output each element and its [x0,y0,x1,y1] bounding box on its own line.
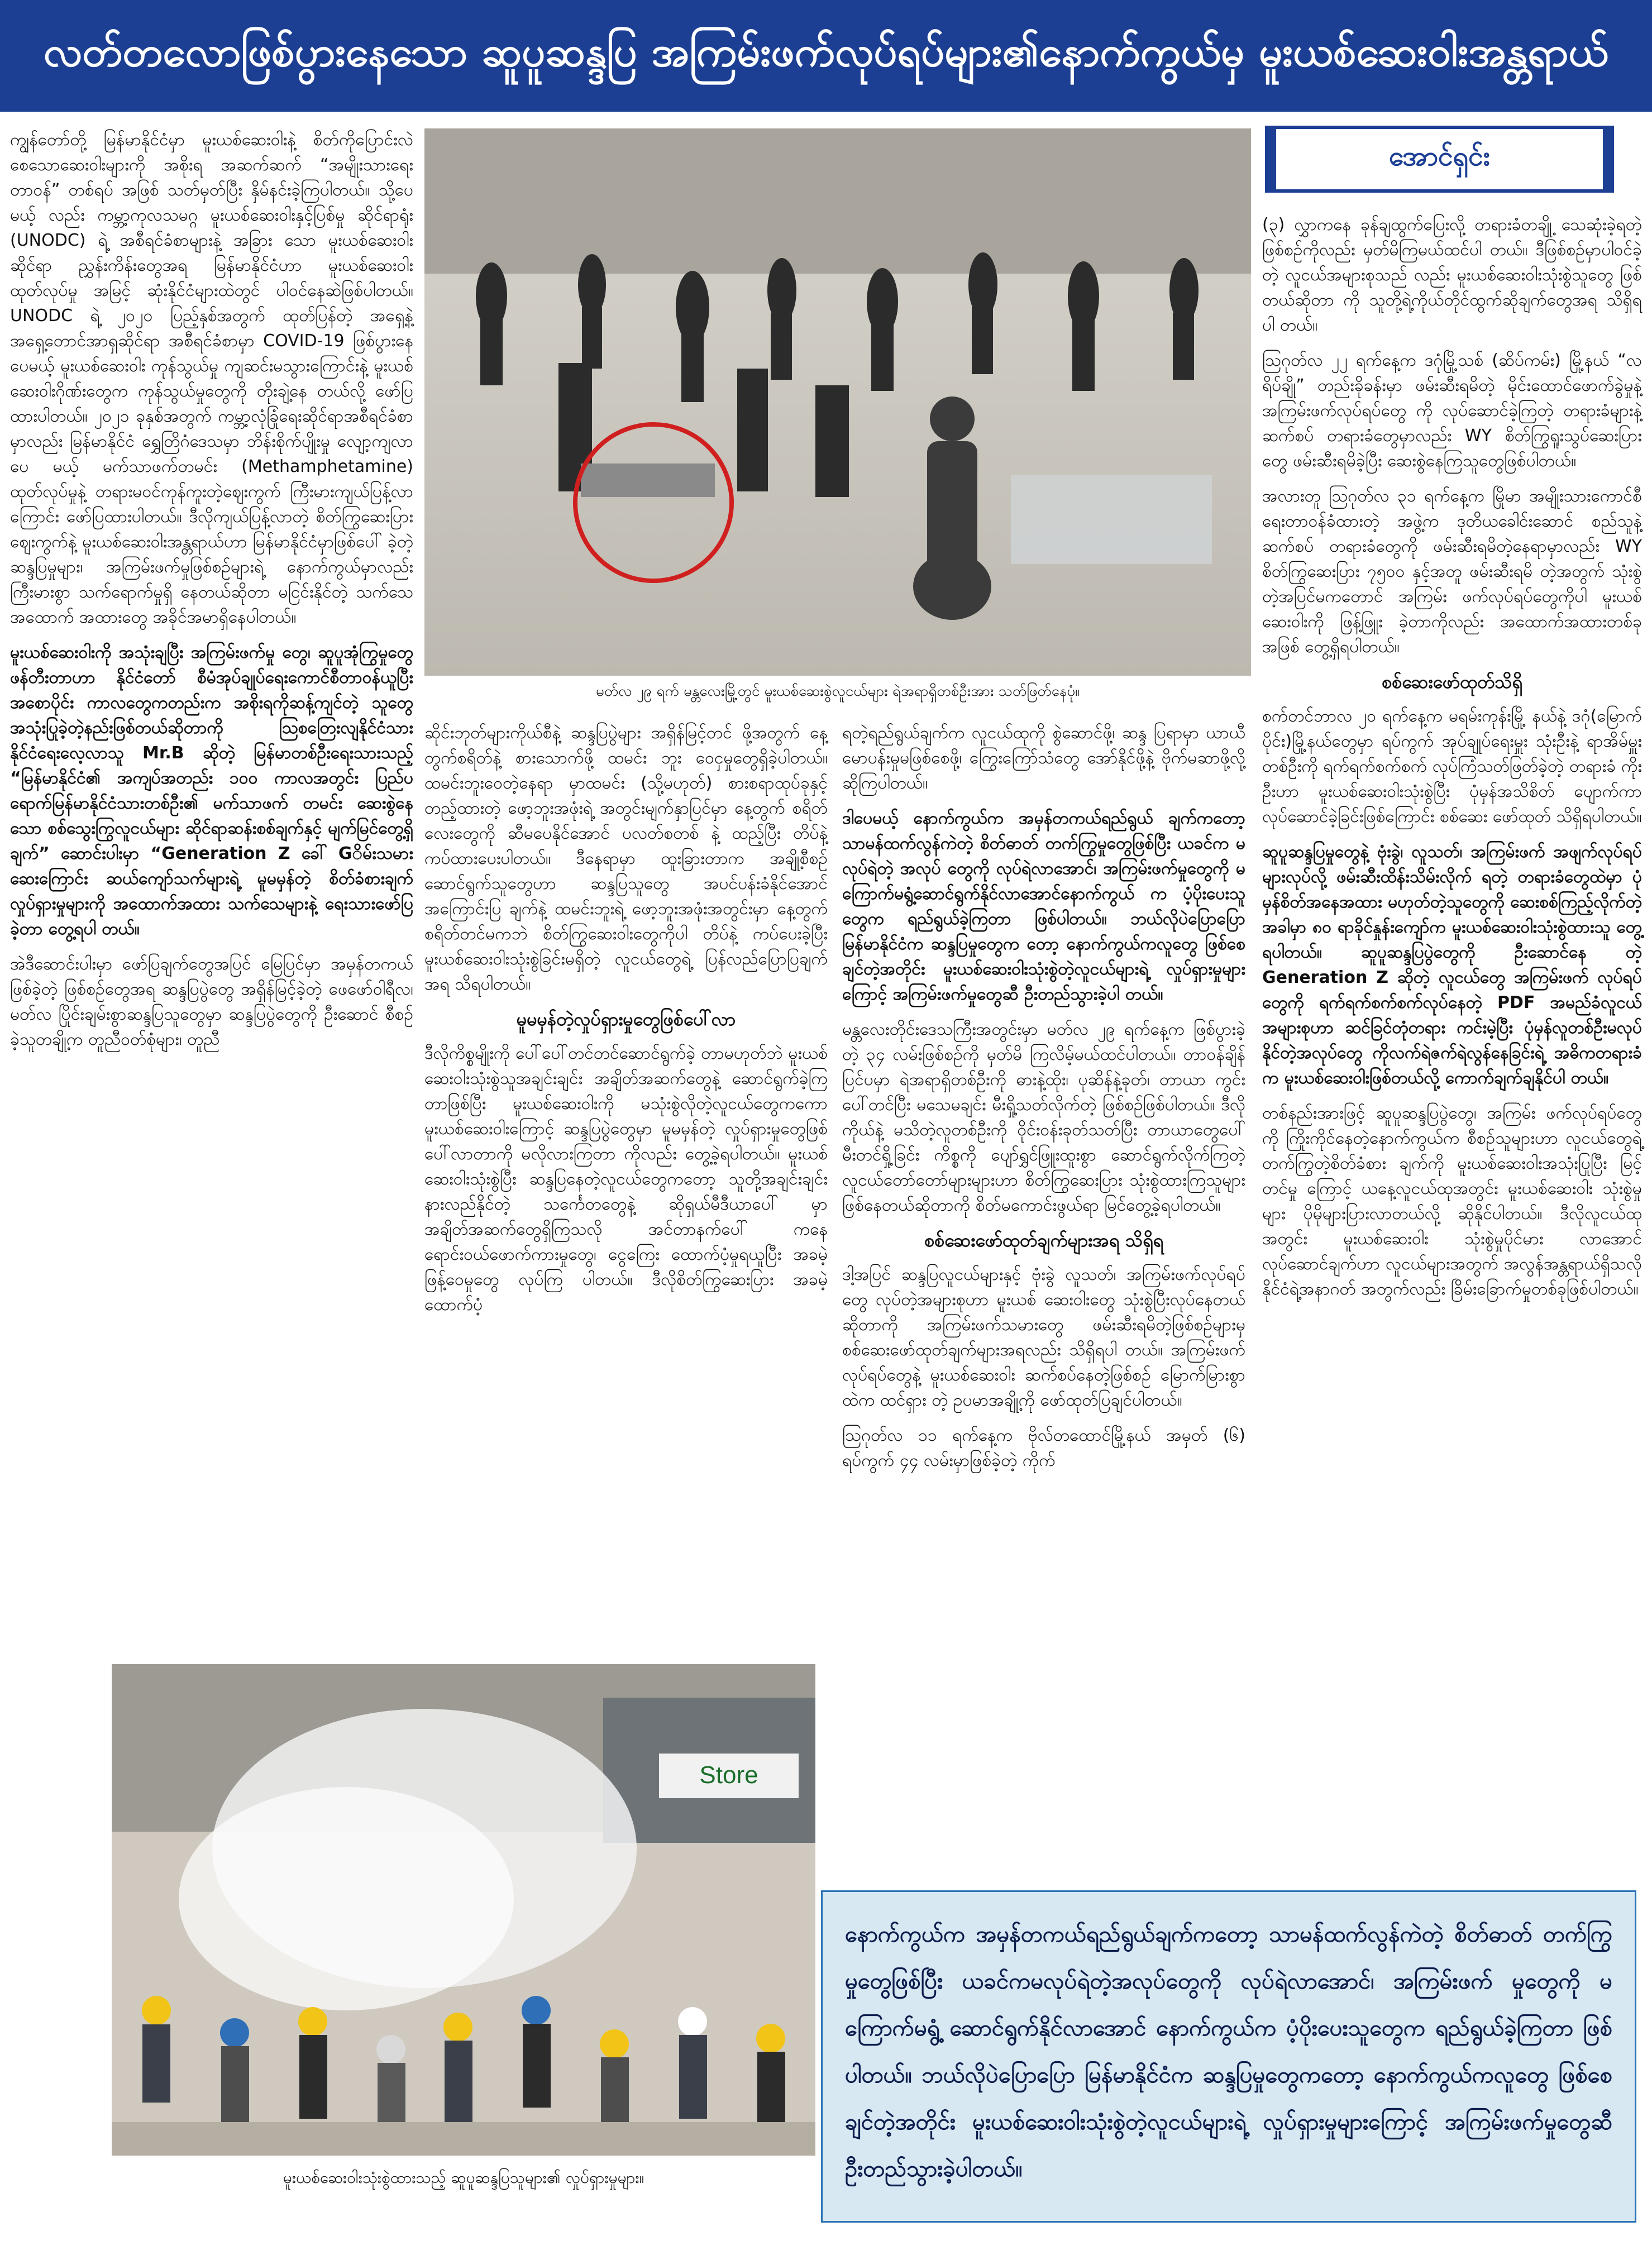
article-column-1 [10,127,413,1646]
photo-police-officer-attack [424,128,1251,676]
article-column-2 [424,720,828,1664]
paragraph: ကျွန်တော်တို့ မြန်မာနိုင်ငံမှာ မူးယစ်ဆေးဝါးနဲ့ စိတ်ကိုပြောင်းလဲစေသောဆေးဝါးများကို အစိုးရ အဆက်ဆက် “အမျိုးသားရေးတာဝန်” တစ်ရပ် အဖြစ် သတ်မှတ်ပြီး နှိမ်နင်းခဲ့ကြပါတယ်။ သို့ပေမယ့် လည်း ကမ္ဘာ့ကုလသမဂ္ဂ မူးယစ်ဆေးဝါးနှင့်ပြစ်မှု ဆိုင်ရာရုံး (UNODC) ရဲ့ အစီရင်ခံစာများနဲ့ အခြား သော မူးယစ်ဆေးဝါးဆိုင်ရာ ညွှန်းကိန်းတွေအရ မြန်မာနိုင်ငံဟာ မူးယစ်ဆေးဝါးထုတ်လုပ်မှု အမြင့် ဆုံးနိုင်ငံများထဲတွင် ပါဝင်နေဆဲဖြစ်ပါတယ်။ UNODC ရဲ့ ၂၀၂၀ ပြည့်နှစ်အတွက် ထုတ်ပြန်တဲ့ အရှေ့နဲ့ အရှေ့တောင်အာရှဆိုင်ရာ အစီရင်ခံစာမှာ COVID-19 ဖြစ်ပွားနေပေမယ့် မူးယစ်ဆေးဝါး ကုန်သွယ်မှု ကျဆင်းမသွားကြောင်းနဲ့ မူးယစ် ဆေးဝါးဂိုဏ်းတွေက ကုန်သွယ်မှုတွေကို တိုးချဲ့နေ တယ်လို့ ဖော်ပြထားပါတယ်။ ၂၀၂၁ ခုနှစ်အတွက် ကမ္ဘာ့လုံခြုံရေးဆိုင်ရာအစီရင်ခံစာမှာလည်း မြန်မာနိုင်ငံ ရွှေတြိဂံဒေသမှာ ဘိန်းစိုက်ပျိုးမှု လျော့ကျလာပေ မယ့် မက်သာဖက်တမင်း (Methamphetamine) ထုတ်လုပ်မှုနဲ့ တရားမဝင်ကုန်ကူးတဲ့ဈေးကွက် ကြီးမားကျယ်ပြန့်လာကြောင်း ဖော်ပြထားပါတယ်။ ဒီလိုကျယ်ပြန့်လာတဲ့ စိတ်ကြွဆေးပြားဈေးကွက်နဲ့ မူးယစ်ဆေးဝါးအန္တရာယ်ဟာ မြန်မာနိုင်ငံမှာဖြစ်ပေါ် ခဲ့တဲ့ ဆန္ဒပြမှုများ၊ အကြမ်းဖက်မှုဖြစ်စဉ်များရဲ့ နောက်ကွယ်မှာလည်း ကြီးမားစွာ သက်ရောက်မှုရှိ နေတယ်ဆိုတာ မငြင်းနိုင်တဲ့ သက်သေအထောက် အထားတွေ အခိုင်အမာရှိနေပါတယ်။ [10,130,413,627]
paragraph: မန္တလေးတိုင်းဒေသကြီးအတွင်းမှာ မတ်လ ၂၉ ရက်နေ့က ဖြစ်ပွားခဲ့တဲ့ ၃၄ လမ်းဖြစ်စဉ်ကို မှတ်မိ ကြလိမ့်မယ်ထင်ပါတယ်။ တာဝန်ချိန်ပြင်ပမှာ ရဲအရာရှိတစ်ဦးကို ဓားနဲ့ထိုး၊ ပုဆိန်နဲ့ခုတ်၊ တာယာ ကွင်းပေါ်တင်ပြီး မသေမချင်း မီးရှို့သတ်လိုက်တဲ့ ဖြစ်စဉ်ဖြစ်ပါတယ်။ ဒီလိုကိုယ်နဲ့ မသိတဲ့လူတစ်ဦးကို ဝိုင်းဝန်းခုတ်သတ်ပြီး တာယာတွေပေါ် မီးတင်ရှို့ခြင်း ကိစ္စကို ပျော်ရွှင်ဖြူးထူးစွာ ဆောင်ရွက်လိုက်ကြတဲ့ လူငယ်တော်တော်များများဟာ စိတ်ကြွဆေးပြား သုံးစွဲထားကြသူများ ဖြစ်နေတယ်ဆိုတာကို စိတ်မကောင်းဖွယ်ရာ မြင်တွေ့ခဲ့ရပါတယ်။ [842,1020,1245,1215]
subheading: မူမမှန်တဲ့လှုပ်ရှားမှုတွေဖြစ်ပေါ်လာ [516,1009,736,1030]
subheading: စစ်ဆေးဖော်ထုတ်ချက်များအရ သိရှိရ [924,1230,1163,1251]
article-column-3 [842,720,1245,1871]
paragraph: ဒီလိုကိစ္စမျိုးကို ပေါ်ပေါ်တင်တင်ဆောင်ရွက်ခဲ့ တာမဟုတ်ဘဲ မူးယစ်ဆေးဝါးသုံးစွဲသူအချင်းချင်း အချိတ်အဆက်တွေနဲ့ ဆောင်ရွက်ခဲ့ကြတာဖြစ်ပြီး မူးယစ်ဆေးဝါးကို မသုံးစွဲလိုတဲ့လူငယ်တွေကကော မူးယစ်ဆေးဝါးကြောင့် ဆန္ဒပြပွဲတွေမှာ မူမမှန်တဲ့ လှုပ်ရှားမှုတွေဖြစ်ပေါ်လာတာကို မလိုလားကြတာ ကိုလည်း တွေ့ခဲ့ရပါတယ်။ မူးယစ်ဆေးဝါးသုံးစွဲပြီး ဆန္ဒပြနေတဲ့လူငယ်တွေကတော့ သူတို့အချင်းချင်း နားလည်နိုင်တဲ့ သင်္ကေတတွေနဲ့ ဆိုရှယ်မီဒီယာပေါ် မှာ အချိတ်အဆက်တွေရှိကြသလို အင်တာနက်ပေါ် ကနေ ရောင်းဝယ်ဖောက်ကားမှုတွေ၊ ငွေကြေး ထောက်ပံ့မှုရယူပြီး အခမဲ့ဖြန့်ဝေမှုတွေ လုပ်ကြ ပါတယ်။ ဒီလိုစိတ်ကြွဆေးပြား အခမဲ့ထောက်ပံ့ [424,1044,828,1315]
paragraph: ရတဲ့ရည်ရွယ်ချက်က လူငယ်ထုကို စွဲဆောင်ဖို့၊ ဆန္ဒ ပြရာမှာ ယာယီမောပန်းမှုမဖြစ်စေဖို့၊ ကြွေးကြော်သံတွေ အော်နိုင်ဖို့နဲ့ ဗိုက်မဆာဖို့လို့ ဆိုကြပါတယ်။ [842,723,1245,793]
paragraph: (၃) လွှာကနေ ခုန်ချထွက်ပြေးလို့ တရားခံတချို့ သေဆုံးခဲ့ရတဲ့ ဖြစ်စဉ်ကိုလည်း မှတ်မိကြမယ်ထင်ပါ တယ်။ ဒီဖြစ်စဉ်မှာပါဝင်ခဲ့တဲ့ လူငယ်အများစုသည် လည်း မူးယစ်ဆေးဝါးသုံးစွဲသူတွေ ဖြစ်တယ်ဆိုတာ ကို သူတို့ရဲ့ကိုယ်တိုင်ထွက်ဆိုချက်တွေအရ သိရှိရပါ တယ်။ [1262,215,1642,335]
photo2-caption: မူးယစ်ဆေးဝါးသုံးစွဲထားသည့် ဆူပူဆန္ဒပြသူများ၏ လှုပ်ရှားမှုများ။ [283,2168,644,2187]
headline: လတ်တလောဖြစ်ပွားနေသော ဆူပူဆန္ဒပြ အကြမ်းဖက်လုပ်ရပ်များ၏နောက်ကွယ်မှ မူးယစ်ဆေးဝါးအန္တရာယ် [43,27,1609,76]
paragraph: မူးယစ်ဆေးဝါးကို အသုံးချပြီး အကြမ်းဖက်မှု တွေ၊ ဆူပူအုံကြွမှုတွေ ဖန်တီးတာဟာ နိုင်ငံတော် စီမံအုပ်ချုပ်ရေးကောင်စီတာဝန်ယူပြီး အစောပိုင်း ကာလတွေကတည်းက အစိုးရကိုဆန့်ကျင်တဲ့ သူတွေ အသုံးပြုခဲ့တဲ့နည်းဖြစ်တယ်ဆိုတာကို ဩစတြေးလျနိုင်ငံသား နိုင်ငံရေးလေ့လာသူ Mr.B ဆိုတဲ့ မြန်မာတစ်ဦးရေးသားသည့် “မြန်မာနိုင်ငံ၏ အကျပ်အတည်း ၁၀၀ ကာလအတွင်း ပြည်ပ ရောက်မြန်မာနိုင်ငံသားတစ်ဦး၏ မက်သာဖက် တမင်း ဆေးစွဲနေသော စစ်သွေးကြွလူငယ်များ ဆိုင်ရာဆန်းစစ်ချက်နှင့် မျက်မြင်တွေ့ရှိချက်” ဆောင်းပါးမှာ “Generation Z ခေါ် Gိမ်းသမား ဆေးကြောင်း ဆယ်ကျော်သက်များရဲ့ မူမမှန်တဲ့ စိတ်ခံစားချက်လှုပ်ရှားမှုများကို အထောက်အထား သက်သေများနဲ့ ရေးသားဖော်ပြခဲ့တာ တွေ့ရပါ တယ်။ [10,643,413,939]
headline-banner [0,0,1652,112]
pull-quote: နောက်ကွယ်က အမှန်တကယ်ရည်ရွယ်ချက်ကတော့ သာမန်ထက်လွန်ကဲတဲ့ စိတ်ဓာတ် တက်ကြွမှုတွေဖြစ်ပြီး ယခင်ကမလုပ်ရဲတဲ့အလုပ်တွေကို လုပ်ရဲလာအောင်၊ အကြမ်းဖက် မှုတွေကို မကြောက်မရွံ့ ဆောင်ရွက်နိုင်လာအောင် နောက်ကွယ်က ပံ့ပိုးပေးသူတွေက ရည်ရွယ်ခဲ့ကြတာ ဖြစ်ပါတယ်။ ဘယ်လိုပဲပြောပြော မြန်မာနိုင်ငံက ဆန္ဒပြမှုတွေကတော့ နောက်ကွယ်ကလူတွေ ဖြစ်စေချင်တဲ့အတိုင်း မူးယစ်ဆေးဝါးသုံးစွဲတဲ့လူငယ်များရဲ့ လှုပ်ရှားမှုများကြောင့် အကြမ်းဖက်မှုတွေဆီ ဦးတည်သွားခဲ့ပါတယ်။ [821,1890,1636,2223]
author-box [1265,126,1614,193]
paragraph: တစ်နည်းအားဖြင့် ဆူပူဆန္ဒပြပွဲတွေ၊ အကြမ်း ဖက်လုပ်ရပ်တွေကို ကြိုးကိုင်နေတဲ့နောက်ကွယ်က စီစဉ်သူများဟာ လူငယ်တွေရဲ့ တက်ကြွတဲ့စိတ်ခံစား ချက်ကို မူးယစ်ဆေးဝါးအသုံးပြုပြီး မြင့်တင်မှု ကြောင့် ယနေ့လူငယ်ထုအတွင်း မူးယစ်ဆေးဝါး သုံးစွဲမှုများ ပိုမိုများပြားလာတယ်လို့ ဆိုနိုင်ပါတယ်။ ဒီလိုလူငယ်ထုအတွင်း မူးယစ်ဆေးဝါး သုံးစွဲမှုပိုင်မား လာအောင်လုပ်ဆောင်ချက်ဟာ လူငယ်များအတွက် အလွန်အန္တရာယ်ရှိသလို နိုင်ငံရဲ့အနာဂတ် အတွက်လည်း ခြိမ်းခြောက်မှုတစ်ခုဖြစ်ပါတယ်။ [1262,1103,1642,1299]
paragraph: ဆူပူဆန္ဒပြမှုတွေနဲ့ ဗုံးခွဲ၊ လူသတ်၊ အကြမ်းဖက် အဖျက်လုပ်ရပ်များလုပ်လို့ ဖမ်းဆီးထိန်းသိမ်းလိုက် ရတဲ့ တရားခံတွေထဲမှာ ပုံမှန်စိတ်အနေအထား မဟုတ်တဲ့သူတွေကို ဆေးစစ်ကြည့်လိုက်တဲ့အခါမှာ ၈၀ ရာခိုင်နှုန်းကျော်က မူးယစ်ဆေးဝါးသုံးစွဲထားသူ တွေ့ရပါတယ်။ ဆူပူဆန္ဒပြပွဲတွေကို ဦးဆောင်နေ တဲ့ Generation Z ဆိုတဲ့ လူငယ်တွေ အကြမ်းဖက် လုပ်ရပ်တွေကို ရက်ရက်စက်စက်လုပ်နေတဲ့ PDF အမည်ခံလူငယ်အများစုဟာ ဆင်ခြင်တုံတရား ကင်းမဲ့ပြီး ပုံမှန်လူတစ်ဦးမလုပ်နိုင်တဲ့အလုပ်တွေ ကိုလက်ရဲဇက်ရဲလွန်နေခြင်းရဲ့ အဓိကတရားခံ က မူးယစ်ဆေးဝါးဖြစ်တယ်လို့ ကောက်ချက်ချနိုင်ပါ တယ်။ [1262,842,1642,1088]
paragraph: စက်တင်ဘာလ ၂၀ ရက်နေ့က မရမ်းကုန်းမြို့ နယ်နဲ့ ဒဂုံ(မြောက်ပိုင်း)မြို့နယ်တွေမှာ ရပ်ကွက် အုပ်ချုပ်ရေးမှူး သုံးဦးနဲ့ ရာအိမ်မှူးတစ်ဦးကို ရက်ရက်စက်စက် လုပ်ကြံသတ်ဖြတ်ခဲ့တဲ့ တရားခံ ကိုးဦးဟာ မူးယစ်ဆေးဝါးသုံးစွဲပြီး ပုံမှန်အသိစိတ် ပျောက်ကာ လုပ်ဆောင်ခဲ့ခြင်းဖြစ်ကြောင်း စစ်ဆေး ဖော်ထုတ် သိရှိရပါတယ်။ [1262,706,1642,826]
subheading: စစ်ဆေးဖော်ထုတ်သိရှိ [1382,671,1522,692]
paragraph: အလားတူ ဩဂုတ်လ ၃၁ ရက်နေ့က မြိုမာ အမျိုးသားကောင်စီရေးတာဝန်ခံထားတဲ့ အဖွဲ့က ဒုတိယခေါင်းဆောင် စည်သူနဲ့ ဆက်စပ် တရားခံတွေကို ဖမ်းဆီးရမိတဲ့နေရာမှာလည်း WY စိတ်ကြွဆေးပြား ၇၅၀၀ နှင့်အတူ ဖမ်းဆီးရမိ တဲ့အတွက် သုံးစွဲတဲ့အပြင်မကတောင် အကြမ်း ဖက်လုပ်ရပ်တွေကိုပါ မူးယစ်ဆေးဝါးကို ဖြန့်ဖြူး ခဲ့တာကိုလည်း အထောက်အထားတစ်ခုအဖြစ် တွေ့ရှိရပါတယ်။ [1262,486,1642,657]
protest-scene-image [112,1664,815,2156]
paragraph: ဆိုင်းဘုတ်များကိုယ်စီနဲ့ ဆန္ဒပြပွဲများ အရှိန်မြင့်တင် ဖို့အတွက် နေ့တွက်စရိတ်နဲ့ စားသောက်ဖို့ ထမင်း ဘူး ဝေငှမှုတွေရှိခဲ့ပါတယ်။ ထမင်းဘူးဝေတဲ့နေရာ မှာထမင်း (သို့မဟုတ်) စားစရာထုပ်ခုနှင့်တည့်ထားတဲ့ ဖော့ဘူးအဖုံးရဲ့ အတွင်းမျက်နှာပြင်မှာ နေ့တွက် စရိတ်လေးတွေကို ဆီမပေနိုင်အောင် ပလတ်စတစ် နဲ့ ထည့်ပြီး တိပ်နဲ့ ကပ်ထားပေးပါတယ်။ ဒီနေရာမှာ ထူးခြားတာက အချို့စီစဉ်ဆောင်ရွက်သူတွေဟာ ဆန္ဒပြသူတွေ အပင်ပန်းခံနိုင်အောင် အကြောင်းပြ ချက်နဲ့ ထမင်းဘူးရဲ့ ဖော့ဘူးအဖုံးအတွင်းမှာ နေ့တွက် စရိတ်တင်မကဘဲ စိတ်ကြွဆေးဝါးတွေကိုပါ တိပ်နဲ့ ကပ်ပေးခဲ့ပြီး မူးယစ်ဆေးဝါးသုံးစွဲခြင်းမရှိတဲ့ လူငယ်တွေရဲ့ ပြန်လည်ပြောပြချက်အရ သိရပါတယ်။ [424,723,828,994]
article-column-4 [1262,212,1642,1871]
photo1-caption: မတ်လ ၂၉ ရက် မန္တလေးမြို့တွင် မူးယစ်ဆေးစွဲလူငယ်များ ရဲအရာရှိတစ်ဦးအား သတ်ဖြတ်နေပုံ။ [595,683,1080,700]
author-name: အောင်ရှင်း [1389,141,1490,172]
street-scene-image [424,128,1251,676]
photo-protest-crowd [112,1664,815,2156]
paragraph: ဩဂုတ်လ ၂၂ ရက်နေ့က ဒဂုံမြို့သစ် (ဆိပ်ကမ်း) မြို့နယ် “လရိပ်ချို” တည်းခိုခန်းမှာ ဖမ်းဆီးရမိတဲ့ မိုင်းထောင်ဖောက်ခွဲမှုနဲ့ အကြမ်းဖက်လုပ်ရပ်တွေ ကို လုပ်ဆောင်ခဲ့ကြတဲ့ တရားခံများနဲ့ ဆက်စပ် တရားခံတွေမှာလည်း WY စိတ်ကြွရူးသွပ်ဆေးပြား တွေ ဖမ်းဆီးရမိခဲ့ပြီး ဆေးစွဲနေကြသူတွေဖြစ်ပါတယ်။ [1262,351,1642,471]
paragraph: အဲဒီဆောင်းပါးမှာ ဖော်ပြချက်တွေအပြင် မြေပြင်မှာ အမှန်တကယ်ဖြစ်ခဲ့တဲ့ ဖြစ်စဉ်တွေအရ ဆန္ဒပြပွဲတွေ အရှိန်မြင့်ခဲ့တဲ့ ဖေဖော်ဝါရီလ၊ မတ်လ ပြိုင်းချမ်းစွာဆန္ဒပြသူတွေမှာ ဆန္ဒပြပွဲတွေကို ဦးဆောင် စီစဉ်ခဲ့သူတချို့က တူညီဝတ်စုံများ၊ တူညီ [10,954,413,1049]
paragraph: ဒါ့အပြင် ဆန္ဒပြလူငယ်များနှင့် ဗုံးခွဲ လူသတ်၊ အကြမ်းဖက်လုပ်ရပ်တွေ လုပ်တဲ့အများစုဟာ မူးယစ် ဆေးဝါးတွေ သုံးစွဲပြီးလုပ်နေတယ်ဆိုတာကို အကြမ်းဖက်သမားတွေ ဖမ်းဆီးရမိတဲ့ဖြစ်စဉ်များမှ စစ်ဆေးဖော်ထုတ်ချက်များအရလည်း သိရှိရပါ တယ်။ အကြမ်းဖက်လုပ်ရပ်တွေနဲ့ မူးယစ်ဆေးဝါး ဆက်စပ်နေတဲ့ဖြစ်စဉ် မြောက်မြားစွာထဲက ထင်ရှား တဲ့ ဥပမာအချို့ကို ဖော်ထုတ်ပြချင်ပါတယ်။ [842,1265,1245,1410]
store-sign-text: Store [699,1761,758,1789]
paragraph: ဩဂုတ်လ ၁၁ ရက်နေ့က ဗိုလ်တထောင်မြို့နယ် အမှတ် (၆) ရပ်ကွက် ၄၄ လမ်းမှာဖြစ်ခဲ့တဲ့ ကိုက် [842,1426,1245,1470]
paragraph: ဒါပေမယ့် နောက်ကွယ်က အမှန်တကယ်ရည်ရွယ် ချက်ကတော့ သာမန်ထက်လွန်ကဲတဲ့ စိတ်ဓာတ် တက်ကြွမှုတွေဖြစ်ပြီး ယခင်က မလုပ်ရဲတဲ့ အလုပ် တွေကို လုပ်ရဲလာအောင်၊ အကြမ်းဖက်မှုတွေကို မကြောက်မရွံ့ဆောင်ရွက်နိုင်လာအောင်နောက်ကွယ် က ပံ့ပိုးပေးသူတွေက ရည်ရွယ်ခဲ့ကြတာ ဖြစ်ပါတယ်။ ဘယ်လိုပဲပြောပြော မြန်မာနိုင်ငံက ဆန္ဒပြမှုတွေက တော့ နောက်ကွယ်ကလူတွေ ဖြစ်စေချင်တဲ့အတိုင်း မူးယစ်ဆေးဝါးသုံးစွဲတဲ့လူငယ်များရဲ့ လှုပ်ရှားမှုများ ကြောင့် အကြမ်းဖက်မှုတွေဆီ ဦးတည်သွားခဲ့ပါ တယ်။ [842,809,1245,1004]
